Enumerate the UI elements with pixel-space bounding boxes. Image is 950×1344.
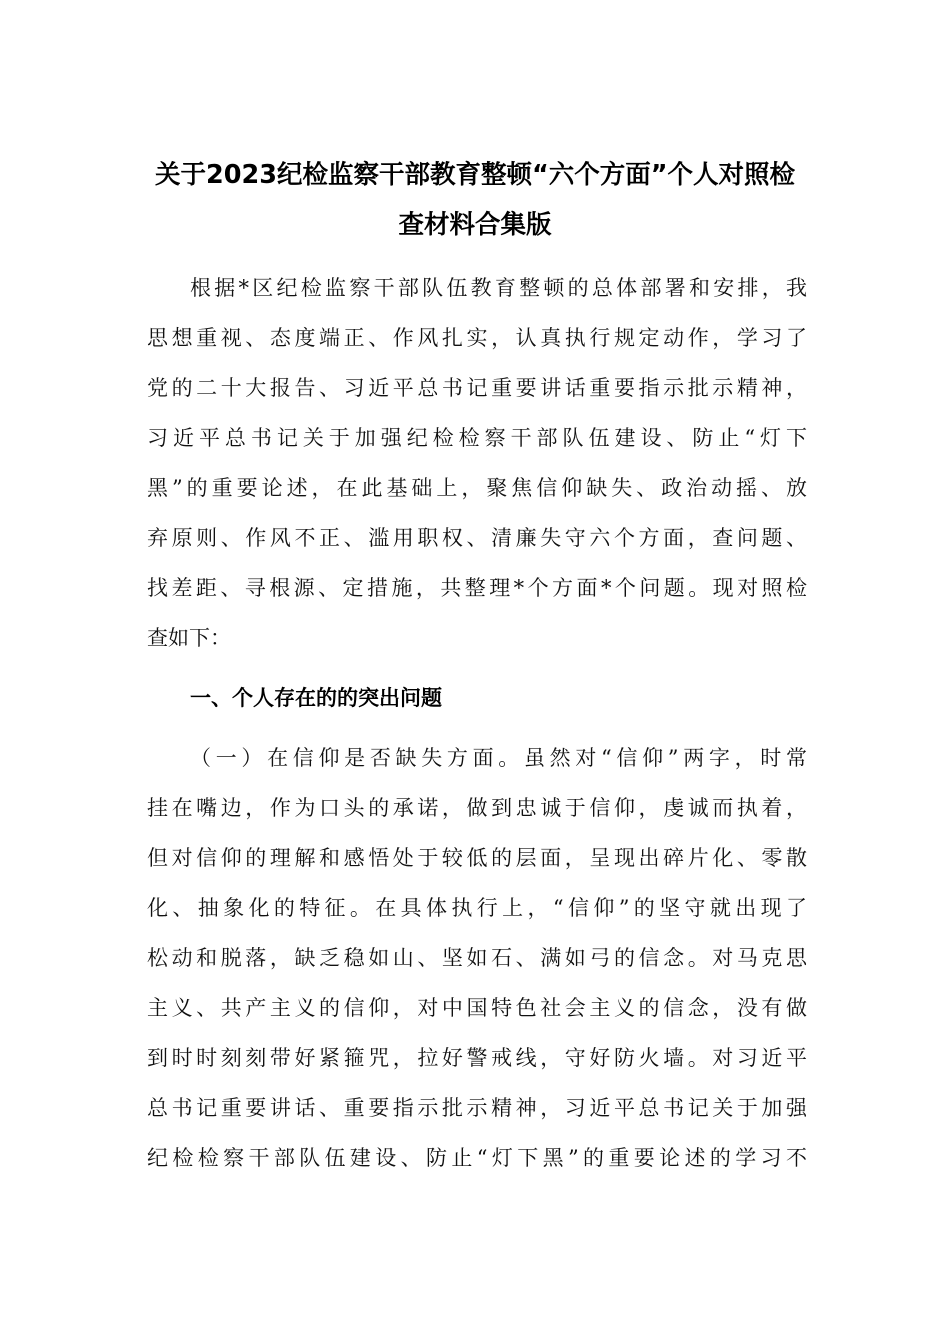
intro-paragraph-line: 习近平总书记关于加强纪检检察干部队伍建设、防止“灯下 — [147, 426, 807, 450]
section-paragraph-line: 但对信仰的理解和感悟处于较低的层面，呈现出碎片化、零散 — [147, 846, 807, 870]
section-paragraph-line: 化、抽象化的特征。在具体执行上，“信仰”的坚守就出现了 — [147, 896, 807, 920]
document-title-line-2: 查材料合集版 — [398, 210, 552, 240]
section-paragraph-line: 挂在嘴边，作为口头的承诺，做到忠诚于信仰，虔诚而执着， — [147, 796, 807, 820]
intro-paragraph-line: 根据*区纪检监察干部队伍教育整顿的总体部署和安排，我 — [190, 276, 807, 300]
intro-paragraph-line: 找差距、寻根源、定措施，共整理*个方面*个问题。现对照检 — [147, 576, 807, 600]
section-paragraph-line: 松动和脱落，缺乏稳如山、坚如石、满如弓的信念。对马克思 — [147, 946, 807, 970]
intro-paragraph-line: 思想重视、态度端正、作风扎实，认真执行规定动作，学习了 — [147, 326, 807, 350]
section-paragraph-line: 主义、共产主义的信仰，对中国特色社会主义的信念，没有做 — [147, 996, 807, 1020]
intro-paragraph-line: 查如下： — [147, 626, 231, 650]
section-paragraph-line: 总书记重要讲话、重要指示批示精神，习近平总书记关于加强 — [147, 1096, 807, 1120]
section-paragraph-line: 到时时刻刻带好紧箍咒，拉好警戒线，守好防火墙。对习近平 — [147, 1046, 807, 1070]
intro-paragraph-line: 弃原则、作风不正、滥用职权、清廉失守六个方面，查问题、 — [147, 526, 807, 550]
document-title-line-1: 关于2023纪检监察干部教育整顿“六个方面”个人对照检 — [155, 160, 795, 190]
section-paragraph-line: 纪检检察干部队伍建设、防止“灯下黑”的重要论述的学习不 — [147, 1146, 807, 1170]
section-paragraph-line: （一）在信仰是否缺失方面。虽然对“信仰”两字，时常 — [190, 746, 807, 770]
section-heading: 一、个人存在的的突出问题 — [190, 686, 442, 710]
intro-paragraph-line: 黑”的重要论述，在此基础上，聚焦信仰缺失、政治动摇、放 — [147, 476, 807, 500]
intro-paragraph-line: 党的二十大报告、习近平总书记重要讲话重要指示批示精神， — [147, 376, 807, 400]
